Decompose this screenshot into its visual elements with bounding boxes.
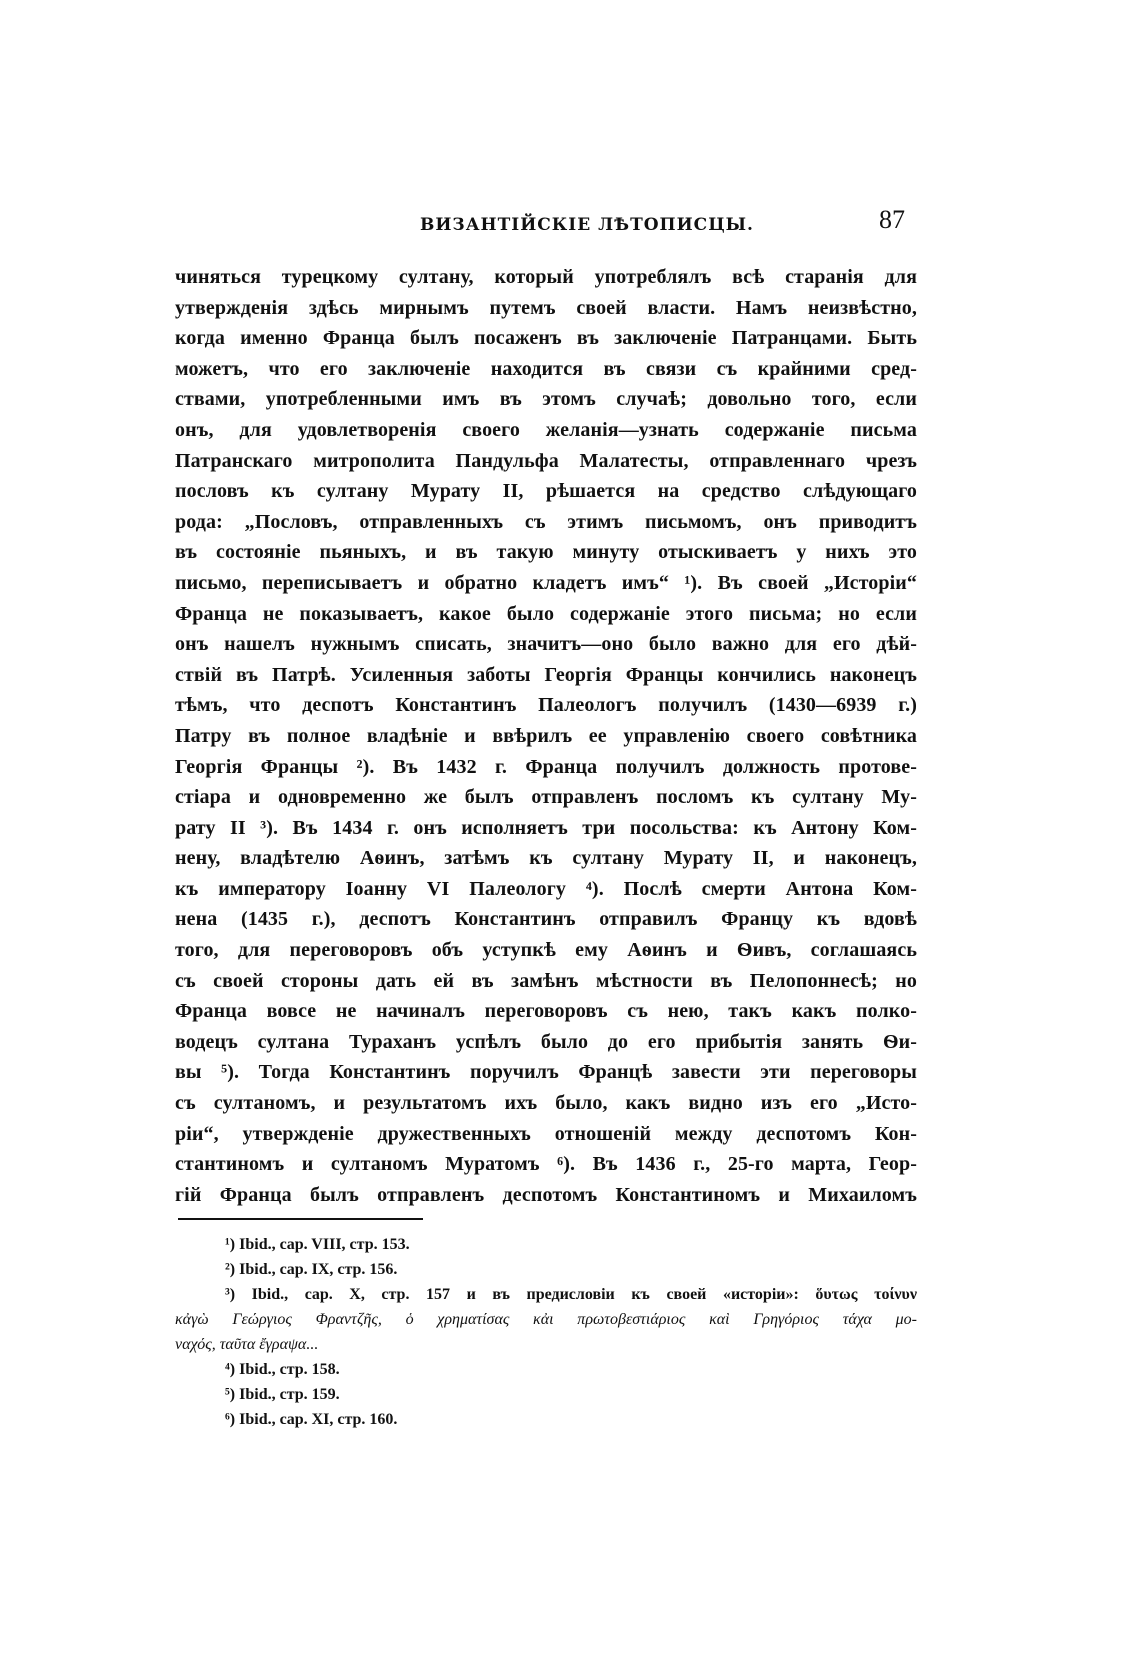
text-line: Георгія Францы ²). Въ 1432 г. Франца получилъ должность протове- <box>175 755 917 778</box>
running-title: ВИЗАНТІЙСКІЕ ЛѢТОПИСЦЫ. <box>420 215 754 235</box>
text-line: водецъ султана Тураханъ успѣлъ было до его прибытія занять Ѳи- <box>175 1030 917 1053</box>
text-line: Патру въ полное владѣніе и ввѣрилъ ее управленію своего совѣтника <box>175 724 917 747</box>
text-line: въ состояніе пьяныхъ, и въ такую минуту отыскиваетъ у нихъ это <box>175 541 917 564</box>
text-line: чиняться турецкому султану, который употреблялъ всѣ старанія для <box>175 266 917 288</box>
footnote-1: ¹) Ibid., cap. VIII, стр. 153. <box>225 1236 410 1253</box>
text-line: съ султаномъ, и результатомъ ихъ было, какъ видно изъ его „Исто- <box>175 1092 917 1115</box>
page-number: 87 <box>879 205 905 234</box>
text-line: съ своей стороны дать ей въ замѣнъ мѣстности въ Пелопоннесѣ; но <box>175 969 917 992</box>
text-line: тѣмъ, что деспотъ Константинъ Палеологъ получилъ (1430—6939 г.) <box>175 694 917 717</box>
text-line: стіара и одновременно же былъ отправленъ посломъ къ султану Му- <box>175 786 917 809</box>
text-line: того, для переговоровъ объ уступкѣ ему Аѳинъ и Ѳивъ, соглашаясь <box>175 939 917 962</box>
text-line: онъ, для удовлетворенія своего желанія—узнать содержаніе письма <box>175 418 917 441</box>
text-line: ріи“, утвержденіе дружественныхъ отношеній между деспотомъ Кон- <box>175 1122 917 1145</box>
text-line: рату II ³). Въ 1434 г. онъ исполняетъ три посольства: къ Антону Ком- <box>175 816 917 839</box>
text-line: нена (1435 г.), деспотъ Константинъ отправилъ Францу къ вдовѣ <box>175 908 917 931</box>
text-line: стантиномъ и султаномъ Муратомъ ⁶). Въ 1436 г., 25-го марта, Геор- <box>175 1153 917 1176</box>
footnote-4: ⁴) Ibid., стр. 158. <box>225 1361 340 1378</box>
text-line: вы ⁵). Тогда Константинъ поручилъ Францѣ завести эти переговоры <box>175 1061 917 1084</box>
text-line: Франца вовсе не начиналъ переговоровъ съ нею, такъ какъ полко- <box>175 1000 917 1023</box>
footnote-5: ⁵) Ibid., стр. 159. <box>225 1386 340 1403</box>
footnote-2: ²) Ibid., cap. IX, стр. 156. <box>225 1261 398 1278</box>
text-line: онъ нашелъ нужнымъ списать, значитъ—оно было важно для его дѣй- <box>175 633 917 656</box>
footnote-divider <box>178 1218 423 1220</box>
text-line: можетъ, что его заключеніе находится въ связи съ крайними сред- <box>175 357 917 380</box>
text-line: когда именно Франца былъ посаженъ въ заключеніе Патранцами. Быть <box>175 327 917 350</box>
text-line: къ императору Іоанну VI Палеологу ⁴). Послѣ смерти Антона Ком- <box>175 877 917 900</box>
footnote-3-line-2: κἀγὼ Γεώργιος Φραντζῆς, ὁ χρηματίσας κἀι πρωτοβεστιάριος καὶ Γρηγόριος τάχα μο- <box>175 1311 917 1328</box>
body-text <box>175 262 917 1210</box>
text-line: рода: „Пословъ, отправленныхъ съ этимъ письмомъ, онъ приводитъ <box>175 510 917 533</box>
text-line: утвержденія здѣсь мирнымъ путемъ своей власти. Намъ неизвѣстно, <box>175 296 917 319</box>
footnote-3-line-3: ναχός, ταῦτα ἔγραψα... <box>175 1336 319 1353</box>
text-line: нену, владѣтелю Аѳинъ, затѣмъ къ султану Мурату II, и наконецъ, <box>175 847 917 870</box>
page-header <box>175 205 915 245</box>
text-line: письмо, переписываетъ и обратно кладетъ имъ“ ¹). Въ своей „Исторіи“ <box>175 571 917 594</box>
footnote-6: ⁶) Ibid., cap. XI, стр. 160. <box>225 1411 398 1428</box>
text-line: ствами, употребленными имъ въ этомъ случаѣ; довольно того, если <box>175 388 917 411</box>
footnotes <box>175 1232 917 1432</box>
text-line: Патранскаго митрополита Пандульфа Малатесты, отправленнаго чрезъ <box>175 449 917 472</box>
footnote-3-line-1: ³) Ibid., cap. X, стр. 157 и въ предисловіи къ своей «исторіи»: ὅυτως τοίνυν <box>225 1286 917 1303</box>
text-line: ствій въ Патрѣ. Усиленныя заботы Георгія Францы кончились наконецъ <box>175 663 917 686</box>
text-line: пословъ къ султану Мурату II, рѣшается на средство слѣдующаго <box>175 480 917 503</box>
text-line: Франца не показываетъ, какое было содержаніе этого письма; но если <box>175 602 917 625</box>
text-line: гій Франца былъ отправленъ деспотомъ Константиномъ и Михаиломъ <box>175 1183 917 1206</box>
